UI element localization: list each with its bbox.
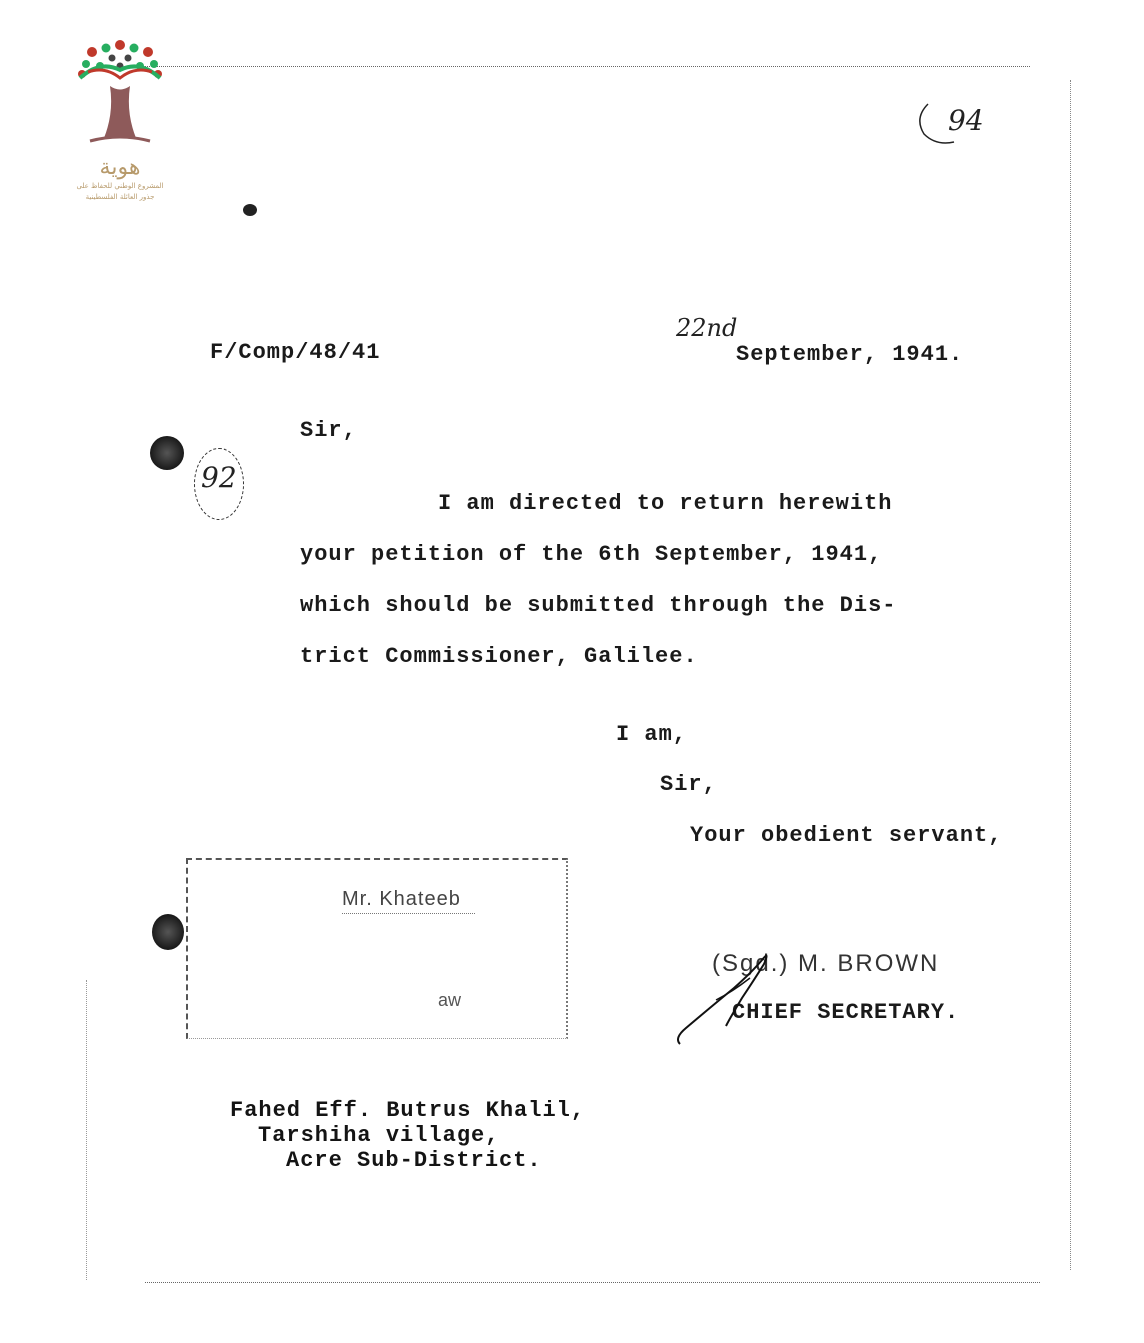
page-number: 94 <box>948 104 984 137</box>
file-reference: F/Comp/48/41 <box>210 340 381 365</box>
signature-scribble-icon <box>672 948 792 1052</box>
copy-stamp-initials: aw <box>438 990 462 1010</box>
salutation: Sir, <box>300 418 357 443</box>
heritage-logo <box>70 38 170 218</box>
handwritten-date-day: 22nd <box>676 314 738 342</box>
logo-tagline-2: جذور العائلة الفلسطينية <box>85 193 155 201</box>
signature-title: CHIEF SECRETARY. <box>732 1000 960 1025</box>
body-line-4: trict Commissioner, Galilee. <box>300 644 698 669</box>
scan-edge-top <box>145 66 1030 67</box>
copy-stamp-name: Mr. Khateeb <box>342 888 475 914</box>
punch-dot <box>243 204 257 216</box>
closing-sir: Sir, <box>660 772 717 797</box>
closing-obedient: Your obedient servant, <box>690 823 1003 848</box>
scan-edge-left <box>86 980 87 1280</box>
addressee-line-3: Acre Sub-District. <box>286 1148 542 1173</box>
folio-number: 92 <box>201 461 237 494</box>
addressee-line-2: Tarshiha village, <box>258 1123 500 1148</box>
signature-name: (Sgd.) M. BROWN <box>712 950 940 977</box>
scan-edge-right <box>1070 80 1071 1270</box>
body-line-1: I am directed to return herewith <box>438 491 893 516</box>
logo-arabic-name: هوية <box>99 155 141 180</box>
punch-hole-upper <box>150 436 184 470</box>
typed-date: September, 1941. <box>736 342 964 367</box>
addressee-line-1: Fahed Eff. Butrus Khalil, <box>230 1098 586 1123</box>
scan-edge-bottom <box>145 1282 1040 1283</box>
folio-stamp <box>194 448 244 520</box>
page-number-mark <box>914 96 1004 148</box>
punch-hole-lower <box>152 914 184 950</box>
body-line-2: your petition of the 6th September, 1941, <box>300 542 883 567</box>
closing-i-am: I am, <box>616 722 688 747</box>
logo-tagline-1: المشروع الوطني للحفاظ على <box>76 182 164 190</box>
copy-stamp-box <box>186 858 568 1039</box>
tree-icon <box>70 38 170 148</box>
body-line-3: which should be submitted through the Dis- <box>300 593 897 618</box>
